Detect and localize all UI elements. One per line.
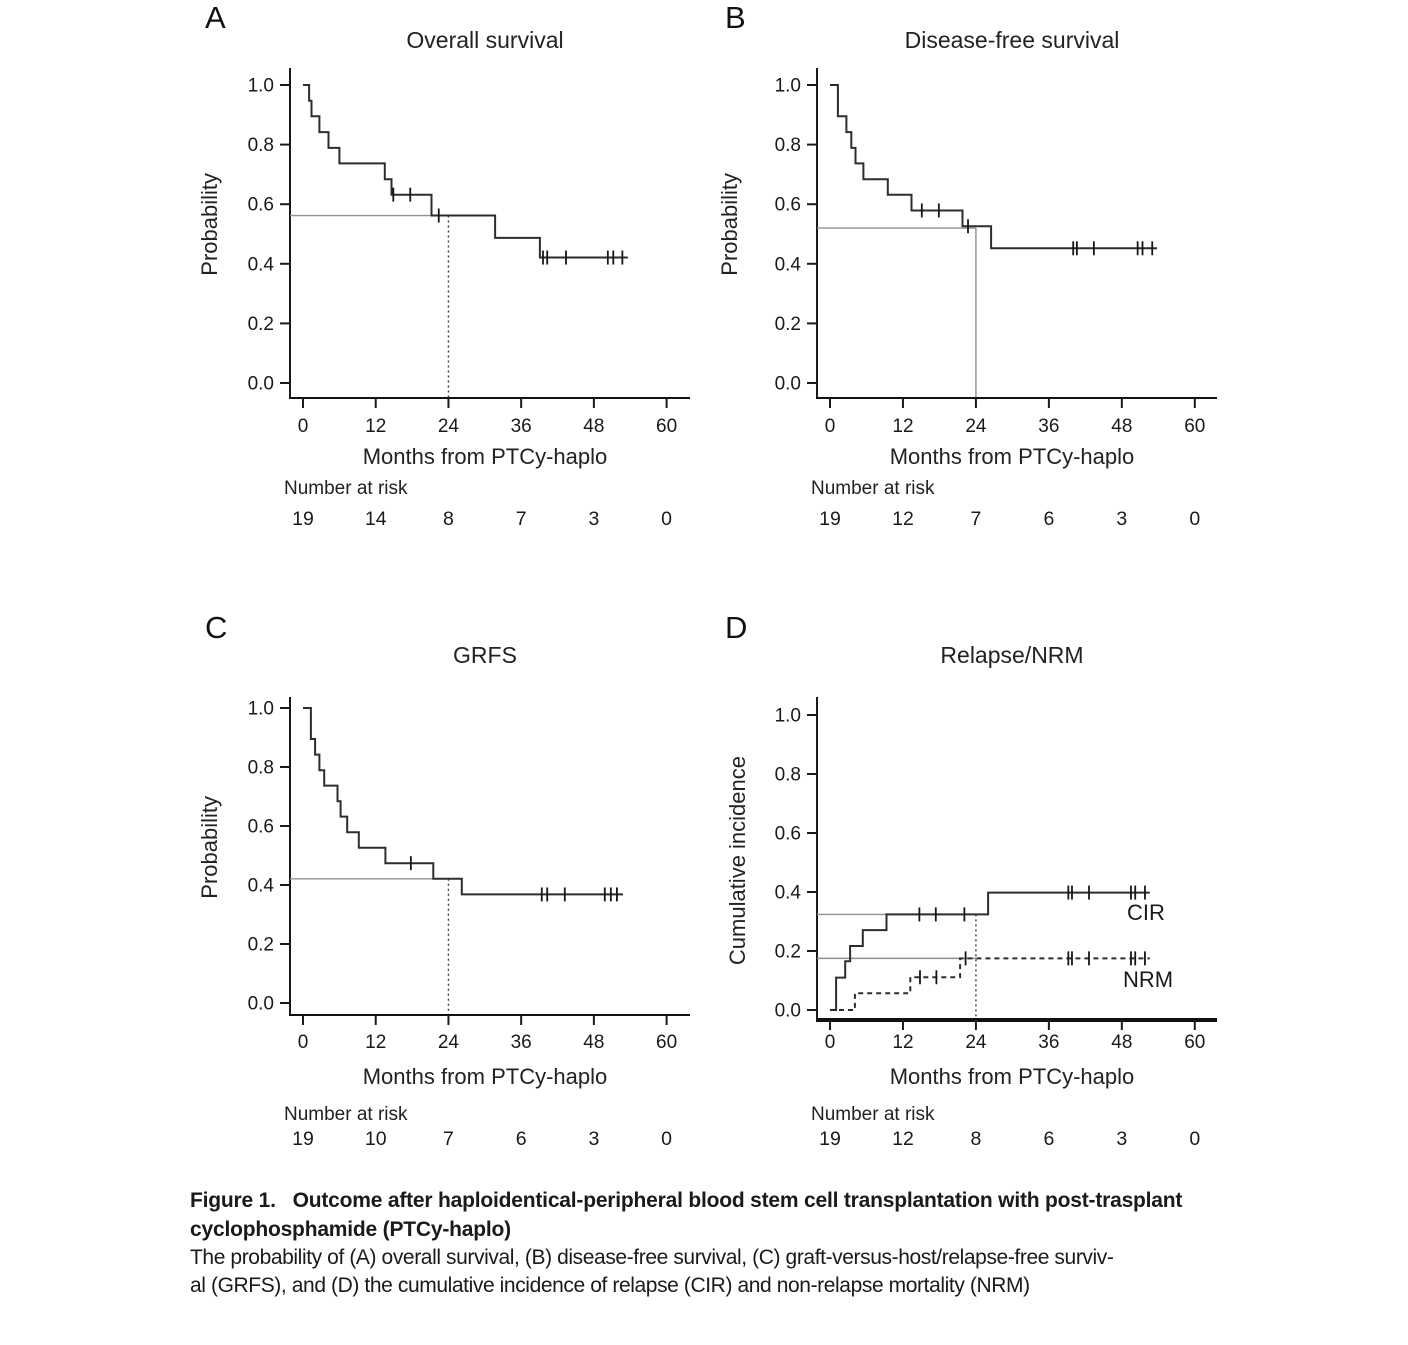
- number-at-risk-label: Number at risk: [284, 478, 408, 499]
- x-axis-label-months: Months from PTCy-haplo: [362, 1064, 608, 1089]
- y-axis-label-probability: Probability: [197, 796, 222, 899]
- y-tick-label: 1.0: [247, 698, 274, 720]
- km-plot-grfs: [180, 600, 710, 1180]
- x-tick-label: 36: [510, 1032, 532, 1053]
- caption-body-line-2: al (GRFS), and (D) the cumulative incidence of relapse (CIR) and non-relapse mortality (NRM): [190, 1274, 1030, 1297]
- y-tick-label: 0.6: [247, 816, 274, 838]
- x-tick-label: 36: [1038, 1032, 1060, 1053]
- cumulative-incidence-plot: [700, 600, 1230, 1180]
- survival-curve-disease-free-survival: [830, 85, 1157, 248]
- km-plot-disease-free-survival: [700, 0, 1230, 580]
- panel-letter-d: D: [725, 610, 748, 645]
- number-at-risk-value: 3: [1116, 508, 1128, 530]
- x-tick-label: 48: [1111, 416, 1133, 437]
- y-tick-label: 0.2: [247, 934, 274, 956]
- nrm-series-label: NRM: [1123, 967, 1174, 992]
- y-tick-label: 0.6: [774, 823, 801, 845]
- y-tick-label: 0.2: [247, 313, 274, 335]
- figure-caption: [190, 1186, 1290, 1300]
- y-tick-label: 0.8: [247, 135, 274, 157]
- y-tick-label: 0.4: [774, 254, 801, 276]
- chart-title-relapse-nrm: Relapse/NRM: [940, 642, 1084, 668]
- caption-title-line-2: cyclophosphamide (PTCy-haplo): [190, 1218, 511, 1241]
- number-at-risk-value: 6: [1043, 1128, 1055, 1150]
- number-at-risk-value: 12: [892, 508, 914, 530]
- number-at-risk-label: Number at risk: [811, 1104, 935, 1125]
- x-axis-label-months: Months from PTCy-haplo: [362, 444, 608, 469]
- y-tick-label: 0.8: [774, 764, 801, 786]
- number-at-risk-value: 19: [292, 508, 314, 530]
- y-tick-label: 0.4: [247, 254, 274, 276]
- number-at-risk-value: 19: [819, 508, 841, 530]
- number-at-risk-value: 19: [819, 1128, 841, 1150]
- number-at-risk-label: Number at risk: [811, 478, 935, 499]
- y-tick-label: 0.8: [247, 757, 274, 779]
- y-tick-label: 0.2: [774, 941, 801, 963]
- x-tick-label: 36: [510, 416, 532, 437]
- caption-title-line-1: Figure 1. Outcome after haploidentical-peripheral blood stem cell transplantation with post-trasplant: [190, 1189, 1183, 1212]
- y-tick-label: 0.0: [247, 993, 274, 1015]
- number-at-risk-value: 12: [892, 1128, 914, 1150]
- number-at-risk-value: 8: [970, 1128, 982, 1150]
- y-tick-label: 0.6: [774, 194, 801, 216]
- survival-curve-overall-survival: [303, 85, 628, 258]
- y-tick-label: 0.0: [774, 1000, 801, 1022]
- number-at-risk-label: Number at risk: [284, 1104, 408, 1125]
- km-plot-overall-survival: [180, 0, 710, 580]
- number-at-risk-value: 0: [661, 508, 673, 530]
- y-tick-label: 0.6: [247, 194, 274, 216]
- panel-letter-c: C: [205, 610, 228, 645]
- x-tick-label: 0: [824, 416, 836, 437]
- y-tick-label: 0.0: [247, 373, 274, 395]
- x-tick-label: 0: [297, 1032, 309, 1053]
- y-tick-label: 1.0: [774, 705, 801, 727]
- number-at-risk-value: 7: [515, 508, 527, 530]
- survival-curve-grfs: [303, 708, 623, 894]
- panel-grfs: [180, 600, 710, 1180]
- x-tick-label: 60: [656, 416, 678, 437]
- x-tick-label: 12: [365, 416, 387, 437]
- x-tick-label: 60: [1184, 1032, 1206, 1053]
- y-tick-label: 1.0: [774, 75, 801, 97]
- survival-curve-nrm: [830, 958, 1150, 1010]
- x-tick-label: 24: [437, 1032, 460, 1053]
- y-tick-label: 0.4: [774, 882, 801, 904]
- panel-relapse-nrm: [700, 600, 1230, 1180]
- number-at-risk-value: 10: [364, 1128, 387, 1150]
- x-tick-label: 24: [965, 1032, 987, 1053]
- y-axis-label-probability: Probability: [197, 173, 222, 276]
- number-at-risk-value: 3: [588, 508, 600, 530]
- number-at-risk-value: 0: [1189, 1128, 1201, 1150]
- x-tick-label: 48: [583, 1032, 605, 1053]
- y-axis-label-probability: Probability: [717, 173, 742, 276]
- cir-series-label: CIR: [1127, 900, 1165, 925]
- panel-letter-b: B: [725, 0, 746, 35]
- y-tick-label: 0.2: [774, 313, 801, 335]
- x-tick-label: 48: [583, 416, 605, 437]
- y-tick-label: 0.0: [774, 373, 801, 395]
- y-tick-label: 1.0: [247, 75, 274, 97]
- panel-letter-a: A: [205, 0, 226, 35]
- number-at-risk-value: 0: [1189, 508, 1201, 530]
- x-tick-label: 24: [437, 416, 460, 437]
- y-tick-label: 0.4: [247, 875, 274, 897]
- number-at-risk-value: 3: [1116, 1128, 1128, 1150]
- x-tick-label: 60: [656, 1032, 678, 1053]
- y-axis-label-cumulative-incidence: Cumulative incidence: [725, 756, 750, 966]
- number-at-risk-value: 7: [970, 508, 982, 530]
- x-axis-label-months: Months from PTCy-haplo: [889, 444, 1135, 469]
- x-tick-label: 12: [892, 1032, 914, 1053]
- chart-title-overall-survival: Overall survival: [406, 27, 564, 53]
- x-tick-label: 48: [1111, 1032, 1133, 1053]
- x-tick-label: 12: [365, 1032, 387, 1053]
- number-at-risk-value: 14: [364, 508, 387, 530]
- number-at-risk-value: 6: [515, 1128, 527, 1150]
- x-tick-label: 12: [892, 416, 914, 437]
- x-tick-label: 0: [297, 416, 309, 437]
- number-at-risk-value: 7: [443, 1128, 454, 1150]
- number-at-risk-value: 19: [292, 1128, 314, 1150]
- x-tick-label: 24: [965, 416, 987, 437]
- chart-title-grfs: GRFS: [453, 642, 517, 668]
- caption-body-line-1: The probability of (A) overall survival, (B) disease-free survival, (C) graft-versus-host/relapse-free surviv-: [190, 1246, 1114, 1269]
- x-axis-label-months: Months from PTCy-haplo: [889, 1064, 1135, 1089]
- number-at-risk-value: 3: [588, 1128, 600, 1150]
- number-at-risk-value: 8: [443, 508, 454, 530]
- chart-title-disease-free-survival: Disease-free survival: [904, 27, 1120, 53]
- number-at-risk-value: 6: [1043, 508, 1055, 530]
- x-tick-label: 60: [1184, 416, 1206, 437]
- panel-disease-free-survival: [700, 0, 1230, 580]
- panel-overall-survival: [180, 0, 710, 580]
- x-tick-label: 0: [824, 1032, 836, 1053]
- number-at-risk-value: 0: [661, 1128, 673, 1150]
- x-tick-label: 36: [1038, 416, 1060, 437]
- y-tick-label: 0.8: [774, 135, 801, 157]
